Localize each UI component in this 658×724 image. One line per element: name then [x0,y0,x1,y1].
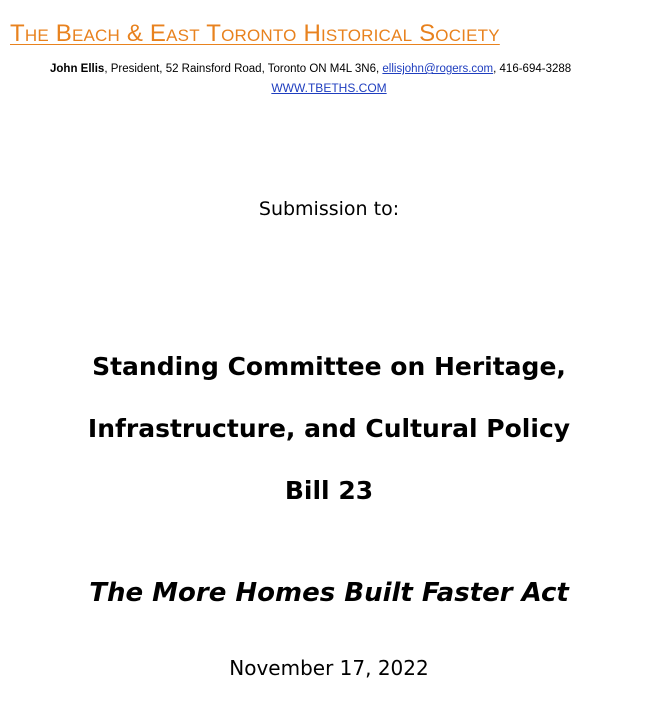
website-line [0,81,658,95]
committee-title-line2: Infrastructure, and Cultural Policy [87,414,571,443]
submission-label: Submission to: [258,198,400,220]
committee-title-line1 [0,352,658,381]
contact-name: John Ellis [50,63,105,75]
website-link[interactable]: WWW.TBETHS.COM [271,81,387,95]
society-name: The Beach & East Toronto Historical Society [10,20,500,47]
society-letterhead [10,20,630,48]
contact-details: , President, 52 Rainsford Road, Toronto ON M4L 3N6, [104,63,383,75]
contact-phone: , 416-694-3288 [493,63,572,75]
act-title: The More Homes Built Faster Act [89,578,569,608]
contact-line [50,63,630,75]
email-link[interactable]: ellisjohn@rogers.com [382,63,494,75]
committee-title-part2: Heritage, [433,352,566,381]
submission-date: November 17, 2022 [229,656,429,680]
bill-number: Bill 23 [284,476,374,505]
committee-title-part1: Standing Committee on [92,352,434,381]
